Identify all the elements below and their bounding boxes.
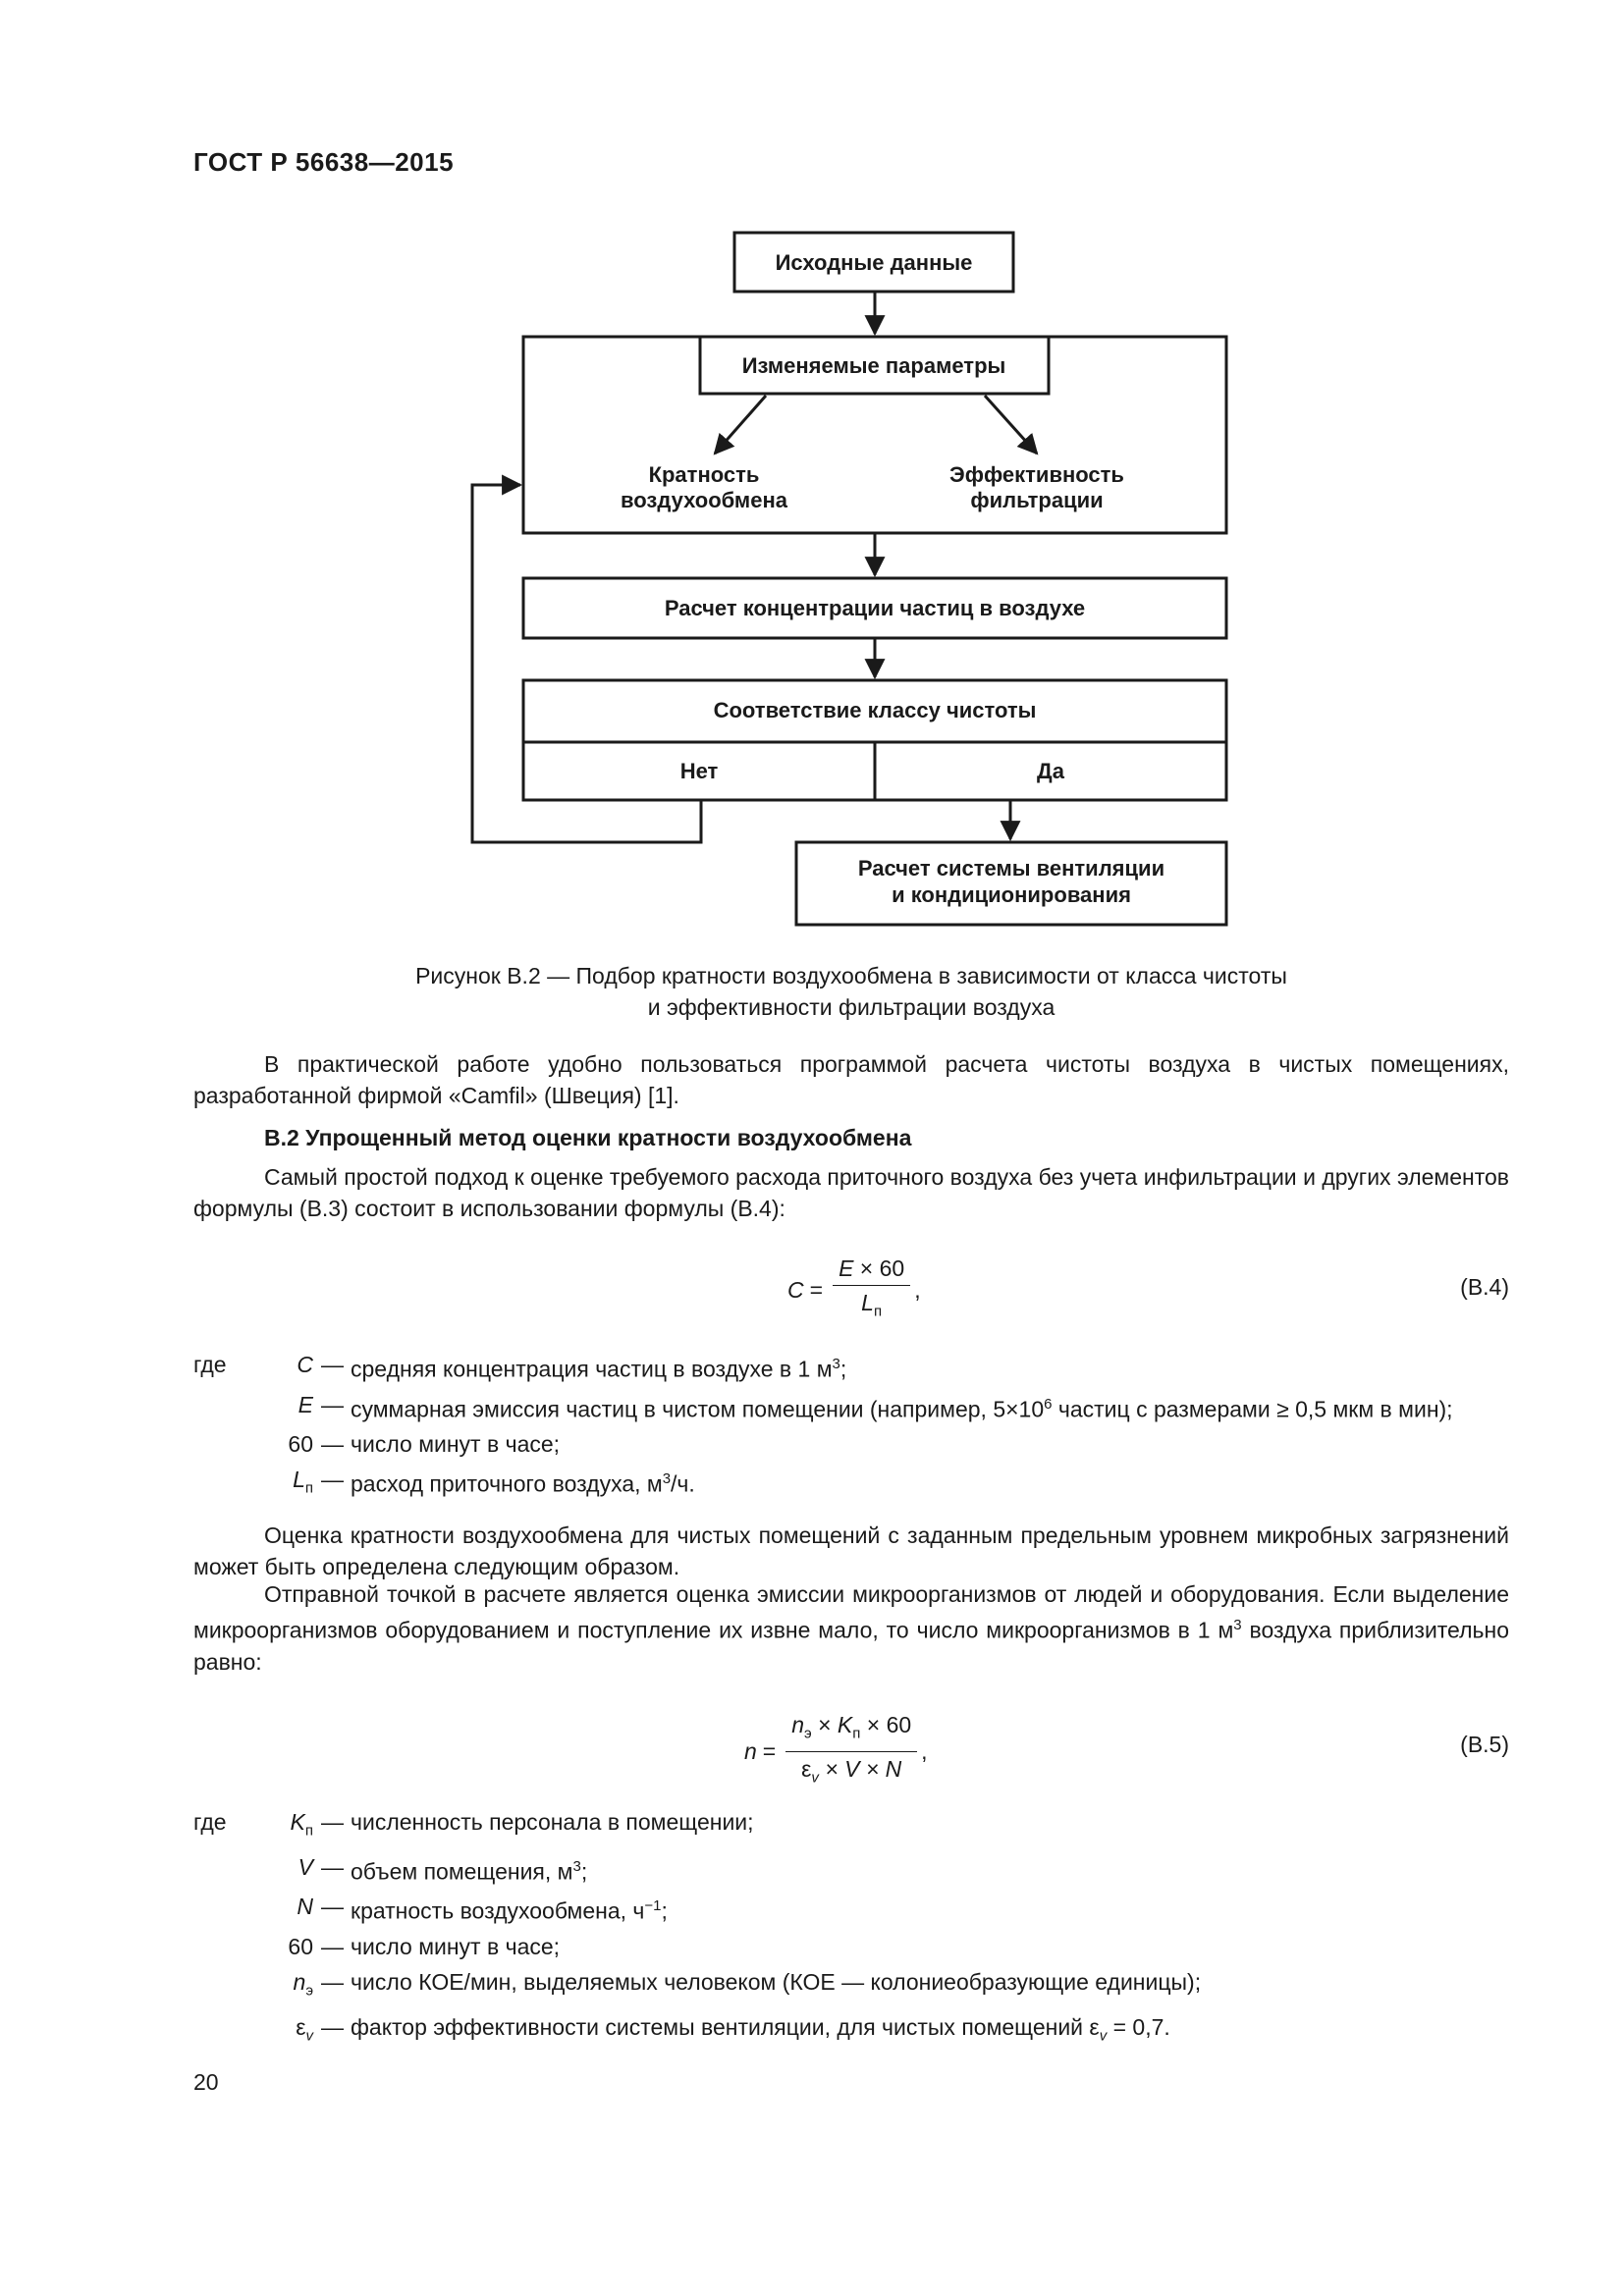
where-symbol-sub: э xyxy=(305,1982,313,2000)
page-number: 20 xyxy=(193,2069,219,2095)
where-dash: — xyxy=(321,1968,344,1995)
page-header: ГОСТ Р 56638—2015 xyxy=(193,147,455,177)
b5-eps-sub: v xyxy=(811,1769,819,1787)
b5-den-rest: × V × N xyxy=(825,1755,902,1782)
where-symbol: ε xyxy=(296,2013,306,2040)
where-after: = 0,7. xyxy=(1107,2013,1170,2040)
b5-times-2: × 60 xyxy=(866,1712,912,1737)
b5-lhs: n xyxy=(744,1737,757,1764)
b4-fraction xyxy=(833,1255,910,1326)
where-text: суммарная эмиссия частиц в чистом помещении (например, 5×10 xyxy=(351,1396,1045,1422)
where-dash: — xyxy=(321,1894,344,1920)
where-text: объем помещения, м xyxy=(351,1858,573,1885)
where-item xyxy=(193,1889,1201,1929)
where-word: где xyxy=(193,1352,227,1377)
paragraph-microbial: Оценка кратности воздухообмена для чистых помещений с заданным предельным уровнем микробных загрязнений может быть определена следующим образом. xyxy=(193,1522,1509,1579)
ventilation-label-1: Расчет системы вентиляции xyxy=(857,856,1165,881)
b5-times-1: × xyxy=(818,1712,832,1737)
where-item xyxy=(193,2009,1201,2055)
where-item xyxy=(193,1929,1201,1964)
paragraph-emission xyxy=(193,1578,1509,1678)
b4-lhs: C xyxy=(787,1276,804,1303)
where-symbol: 60 xyxy=(288,1431,313,1458)
where-text: расход приточного воздуха, м xyxy=(351,1470,663,1497)
where-symbol: K xyxy=(290,1809,305,1835)
no-label: Нет xyxy=(679,759,719,783)
para4-sup: 3 xyxy=(1233,1617,1242,1633)
where-dash: — xyxy=(321,1391,344,1417)
flowchart xyxy=(0,0,1624,942)
where-symbol: E xyxy=(298,1391,313,1417)
caption-line-2: и эффективности фильтрации воздуха xyxy=(647,994,1056,1020)
where-dash: — xyxy=(321,1933,344,1959)
b4-num-rest: × 60 xyxy=(859,1255,905,1281)
feedback-no-loop xyxy=(472,485,701,842)
cleanliness-match-label: Соответствие классу чистоты xyxy=(713,698,1037,722)
b5-n-var: n xyxy=(791,1712,805,1737)
arrow-to-filtration xyxy=(985,396,1037,454)
where-after: частиц с размерами ≥ 0,5 мкм в мин); xyxy=(1052,1396,1453,1422)
where-symbol-sub: v xyxy=(305,2027,313,2045)
where-item xyxy=(193,1804,1201,1849)
where-symbol: n xyxy=(293,1968,306,1995)
figure-caption xyxy=(193,960,1509,1023)
where-text-sub: v xyxy=(1099,2027,1108,2045)
where-dash: — xyxy=(321,1853,344,1880)
where-text: число минут в часе; xyxy=(351,1431,561,1458)
input-data-label: Исходные данные xyxy=(775,250,973,275)
section-title-b2: В.2 Упрощенный метод оценки кратности воздухообмена xyxy=(264,1125,912,1150)
ventilation-label-2: и кондиционирования xyxy=(892,882,1131,907)
equation-number-b5: (В.5) xyxy=(1460,1732,1509,1757)
where-dash: — xyxy=(321,1431,344,1458)
b5-fraction xyxy=(785,1711,917,1791)
b4-den-var: L xyxy=(861,1290,874,1315)
where-sup: 3 xyxy=(572,1857,581,1875)
where-after: ; xyxy=(661,1897,668,1924)
b5-tail: , xyxy=(921,1737,928,1764)
where-after: ; xyxy=(839,1356,847,1382)
where-sup: 3 xyxy=(832,1356,840,1372)
where-dash: — xyxy=(321,1352,344,1377)
where-sup: 6 xyxy=(1044,1395,1053,1413)
where-item xyxy=(193,1426,1453,1462)
b4-tail: , xyxy=(914,1276,921,1303)
b4-num-var: E xyxy=(839,1255,854,1281)
equation-number-b4: (В.4) xyxy=(1460,1274,1509,1300)
where-dash: — xyxy=(321,2013,344,2040)
arrow-to-air-exchange xyxy=(715,396,766,454)
where-symbol: 60 xyxy=(288,1933,313,1959)
b4-eq: = xyxy=(809,1276,824,1303)
where-symbol: N xyxy=(297,1894,313,1920)
where-item xyxy=(193,1387,1453,1427)
where-dash: — xyxy=(321,1809,344,1835)
b5-eps: ε xyxy=(801,1755,812,1782)
air-exchange-label-1: Кратность xyxy=(648,462,760,487)
where-symbol: C xyxy=(297,1352,313,1377)
paragraph-simple-approach: Самый простой подход к оценке требуемого расхода приточного воздуха без учета инфильтрации и других элементов формулы (В.3) состоит в использовании формулы (В.4): xyxy=(193,1164,1509,1221)
b5-n-sub: э xyxy=(804,1725,812,1742)
where-item xyxy=(193,1849,1201,1890)
where-item xyxy=(193,1462,1453,1507)
b4-den-sub: п xyxy=(873,1303,883,1320)
where-text: число КОЕ/мин, выделяемых человеком (КОЕ — колониеобразующие единицы); xyxy=(351,1968,1202,1995)
air-exchange-label-2: воздухообмена xyxy=(621,488,787,512)
where-text: кратность воздухообмена, ч xyxy=(351,1897,645,1924)
caption-line-1: Рисунок В.2 — Подбор кратности воздухообмена в зависимости от класса чистоты xyxy=(415,963,1287,988)
where-dash: — xyxy=(321,1467,344,1493)
where-after: /ч. xyxy=(671,1470,695,1497)
formula-b4 xyxy=(787,1255,921,1326)
where-symbol: V xyxy=(298,1853,313,1880)
filtration-label-2: фильтрации xyxy=(970,488,1104,512)
where-item xyxy=(193,1347,1453,1387)
paragraph-camfil: В практической работе удобно пользоваться программой расчета чистоты воздуха в чистых помещениях, разработанной фирмой «Camfil» (Швеция) [1]. xyxy=(193,1051,1509,1108)
where-sup: −1 xyxy=(644,1897,662,1915)
para4-text-b: воздуха приблизительно равно: xyxy=(193,1617,1509,1675)
where-item xyxy=(193,1964,1201,2009)
calc-concentration-label: Расчет концентрации частиц в воздухе xyxy=(664,596,1086,620)
b5-eq: = xyxy=(762,1737,777,1764)
where-text: численность персонала в помещении; xyxy=(351,1809,754,1835)
para4-text-a: Отправной точкой в расчете является оценка эмиссии микроорганизмов от людей и оборудования. Если выделение микроорганизмов оборудованием и поступление их извне мало, то число микроорганизмов в 1 м xyxy=(193,1581,1509,1643)
b5-k-sub: п xyxy=(852,1725,861,1742)
where-after: ; xyxy=(580,1858,588,1885)
where-list-b4 xyxy=(193,1347,1453,1507)
filtration-label-1: Эффективность xyxy=(949,462,1124,487)
changeable-params-label: Изменяемые параметры xyxy=(741,353,1006,378)
where-text: средняя концентрация частиц в воздухе в 1 м xyxy=(351,1356,833,1382)
where-sup: 3 xyxy=(662,1470,672,1488)
where-list-b5 xyxy=(193,1804,1201,2054)
where-symbol: L xyxy=(293,1467,305,1493)
where-text: фактор эффективности системы вентиляции, для чистых помещений ε xyxy=(351,2013,1100,2040)
where-symbol-sub: п xyxy=(304,1822,313,1840)
where-word: где xyxy=(193,1809,227,1835)
where-text: число минут в часе; xyxy=(351,1933,561,1959)
b5-k-var: K xyxy=(837,1712,853,1737)
yes-label: Да xyxy=(1037,759,1064,783)
formula-b5 xyxy=(744,1711,928,1791)
where-symbol-sub: п xyxy=(304,1479,313,1497)
